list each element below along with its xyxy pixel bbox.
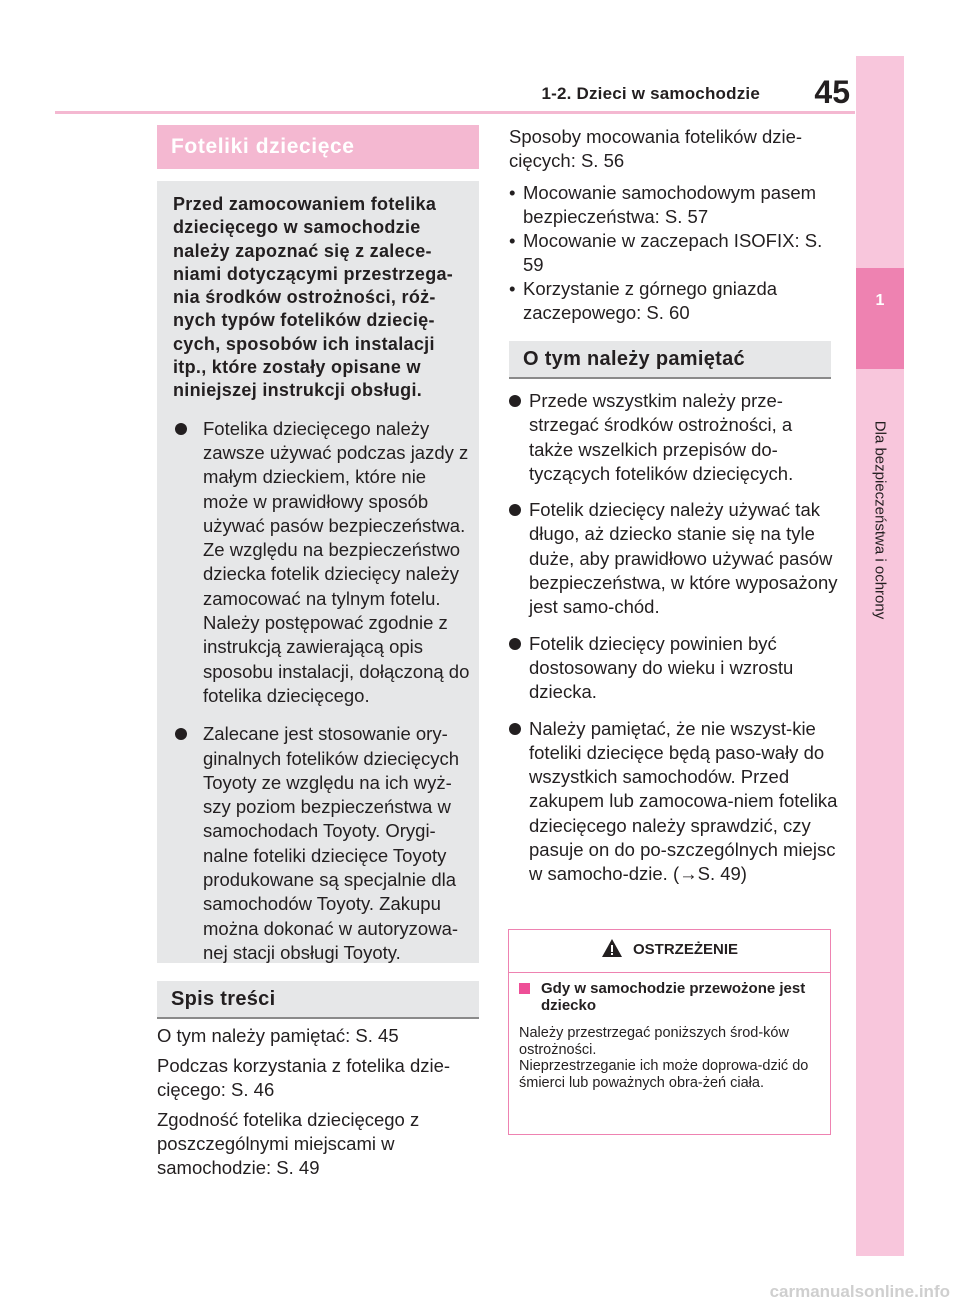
header-divider xyxy=(55,111,855,114)
section-title-toc: Spis treści xyxy=(157,981,479,1019)
toc-list xyxy=(157,1024,487,1186)
warning-header xyxy=(509,930,830,967)
warning-text: Należy przestrzegać poniższych środ-ków ostrożności. Nieprzestrzeganie ich może doprowa-dzić do śmierci lub poważnych obra-żeń ciała. xyxy=(519,1025,809,1091)
running-header-section: 1-2. Dzieci w samochodzie xyxy=(541,84,760,103)
warning-divider xyxy=(509,972,830,973)
section-title-foteliki: Foteliki dziecięce xyxy=(157,125,479,169)
warning-box xyxy=(508,929,831,1135)
toc-item: Zgodność fotelika dziecięcego z poszczególnymi miejscami w samochodzie: S. 49 xyxy=(157,1109,420,1178)
toc-item: Podczas korzystania z fotelika dzie-cięcego: S. 46 xyxy=(157,1055,451,1100)
warning-subheading: Gdy w samochodzie przewożone jest dziecko xyxy=(541,980,806,1014)
warning-triangle-icon xyxy=(601,938,623,958)
mounting-intro: Sposoby mocowania fotelików dzie-cięcych: S. 56 xyxy=(509,126,803,171)
mounting-list xyxy=(509,181,839,325)
mounting-item: • Korzystanie z górnego gniazda zaczepowego: S. 60 xyxy=(509,277,839,325)
warning-heading: OSTRZEŻENIE xyxy=(632,941,738,958)
info-bullet: Zalecane jest stosowanie ory-ginalnych fotelików dziecięcych Toyoty ze względu na ich wyż-szy poziom bezpieczeństwa w samochodach Toyoty. Orygi-nalne foteliki dziecięce Toyoty produkowane są specjalnie dla samochodów Toyoty. Zakupu można dokonać w autoryzowa-nej stacji obsługi Toyoty. xyxy=(173,722,471,965)
watermark: carmanualsonline.info xyxy=(769,1282,950,1301)
mounting-methods xyxy=(509,125,839,325)
chapter-label: Dla bezpieczeństwa i ochrony xyxy=(871,420,889,620)
remember-bullet: Fotelik dziecięcy powinien być dostosowany do wieku i wzrostu dziecka. xyxy=(509,632,839,705)
remember-bullet: Fotelik dziecięcy należy używać tak długo, aż dziecko stanie się na tyle duże, aby prawidłowo używać pasów bezpieczeństwa, w które wyposażony jest samo-chód. xyxy=(509,498,839,619)
mounting-item: • Mocowanie samochodowym pasem bezpieczeństwa: S. 57 xyxy=(509,181,839,229)
section-title-remember: O tym należy pamiętać xyxy=(509,341,831,379)
remember-bullet: Należy pamiętać, że nie wszyst-kie foteliki dziecięce będą paso-wały do wszystkich samochodów. Przed zakupem lub zamocowa-niem fotelika dziecięcego należy sprawdzić, czy pasuje on do po-szczególnych miejsc w samocho-dzie. (→S. 49) xyxy=(509,717,839,887)
page-number: 45 xyxy=(814,74,850,110)
chapter-number: 1 xyxy=(875,292,885,309)
remember-bullet: Przede wszystkim należy prze-strzegać środków ostrożności, a także wszelkich przepisów do-tyczących fotelików dziecięcych. xyxy=(509,389,839,486)
toc-item: O tym należy pamiętać: S. 45 xyxy=(157,1025,399,1046)
info-intro: Przed zamocowaniem fotelika dziecięcego w samochodzie należy zapoznać się z zalece-niami dotyczącymi przestrzega-nia środków ostrożności, róż-nych typów fotelików dziecię-cych, sposobów ich instalacji itp., które zostały opisane w niniejszej instrukcji obsługi. xyxy=(173,194,454,401)
mounting-item: • Mocowanie w zaczepach ISOFIX: S. 59 xyxy=(509,229,839,277)
info-bullet: Fotelika dziecięcego należy zawsze używać podczas jazdy z małym dzieckiem, które nie może w prawidłowy sposób używać pasów bezpieczeństwa. Ze względu na bezpieczeństwo dziecka fotelik dziecięcy należy zamocować na tylnym fotelu. Należy postępować zgodnie z instrukcją zawierającą opis sposobu instalacji, dołączoną do fotelika dziecięcego. xyxy=(173,417,471,709)
remember-list xyxy=(509,375,839,887)
info-box xyxy=(157,181,479,963)
